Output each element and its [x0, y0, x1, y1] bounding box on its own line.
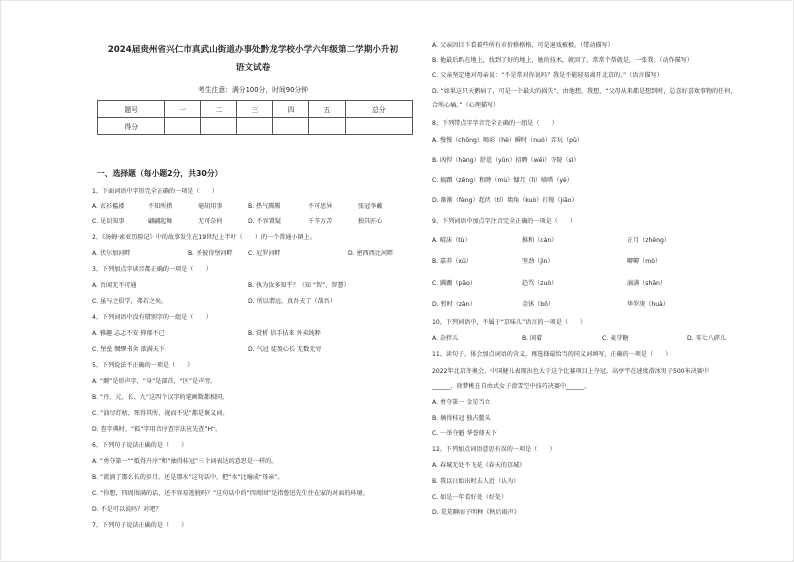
score-header-cell: 三 — [237, 101, 273, 118]
q11-option-b: B. 摘得桂冠 独占鳌头 — [432, 415, 491, 422]
score-blank-cell[interactable] — [273, 118, 309, 135]
q9-option-a: A. 晴沫（tù） — [432, 237, 471, 244]
q11-option-a: A. 勇夺第一 金星当立 — [432, 399, 491, 406]
q5-option-d: D. 查字典时，“狐”字用音序查字法应先查“H”。 — [92, 426, 222, 433]
q9-option-b-2: 坚劲（jìn） — [522, 258, 554, 265]
score-blank-cell[interactable] — [309, 118, 345, 135]
q1-option-b-2: 不可思异 — [308, 203, 333, 210]
q5-option-b: B. “丹、元、长、九”这四个汉字的笔画数都相同。 — [92, 394, 229, 401]
q6-option-c: C. “你想，四周围满的话，还不容易逃脱吗？”这句话中的“四周围”是指鲁迅先生住在家的对面的环境。 — [92, 490, 369, 497]
q6-option-a: A. “勇夺第一”“抵得升序”和“抽得桂冠”三个词表达的意思是一样的。 — [92, 458, 278, 465]
score-header-cell: 题号 — [98, 101, 165, 118]
q1-option-d-3: 独具匠心 — [358, 218, 383, 225]
q3-option-c: C. 虽与之俱学，弗若之矣。 — [92, 298, 168, 305]
score-header-cell: 一 — [165, 101, 201, 118]
q1-option-c-3: 无可奈何 — [198, 218, 223, 225]
score-row-label: 得分 — [98, 118, 165, 135]
question-10: 10、下列词语中，不属于“京味儿”语言的一项是（ ） — [432, 319, 587, 326]
q1-option-c-2: 翩翩起舞 — [148, 218, 173, 225]
q3-option-a: A. 吾闻无不可通 — [92, 282, 137, 289]
score-header-cell: 总分 — [345, 101, 413, 118]
exam-note: 考生注意：满分100分，时间90分钟 — [198, 86, 308, 94]
q12-option-c: C. 如是一年看好处（好处） — [432, 494, 508, 501]
q7-option-c: C. 父亲坚定地对母亲说：“不是常对你说吗？我是不能轻易离开北京的。”（语言描写） — [432, 72, 663, 79]
q12-option-a: A. 春城无处不飞花《春天的京城》 — [432, 462, 526, 469]
q6-option-b: B. “流淌了那么长的岁月，还是那水”这句话中，把“水”比喻成“母亲”。 — [92, 474, 284, 481]
q8-option-c: C. 搞蹭（zēng）和睦（mù）慷月（lì）嘀嗒（yè） — [432, 177, 573, 184]
q9-option-b: B. 嘉养（xū） — [432, 258, 472, 265]
q4-option-c: C. 堡垒 绸缪书舍 欲满天下 — [92, 346, 165, 353]
q7-option-b: B. 他最后趴在地上，找到了好的地上，她的技术，就回了，常常个帮就是，一张我。（动作描写） — [432, 57, 693, 64]
q10-option-c: C. 麦芽糖 — [602, 335, 629, 342]
q6-option-d: D. 不是可以说吗？对吧？ — [92, 506, 162, 513]
q9-option-a-3: 正月（zhēng） — [627, 237, 670, 244]
score-table-score-row — [98, 118, 413, 135]
question-9: 9、下列词语中加点字注音完全正确的一项是（ ） — [432, 218, 577, 225]
score-header-cell: 四 — [273, 101, 309, 118]
q9-option-d-2: 金钵（bō） — [522, 301, 554, 308]
score-blank-cell[interactable] — [237, 118, 273, 135]
q3-option-d: D. 所以谓远，真吾天了（哉吾） — [248, 298, 336, 305]
q2-option-a: A. 伏尔加河畔 — [92, 250, 131, 257]
q1-option-d: D. 不容置疑 — [248, 218, 281, 225]
question-6: 6、下列句子说法正确的是（ ） — [92, 442, 188, 449]
score-blank-cell[interactable] — [165, 118, 201, 135]
q10-option-d: D. 零七八碎儿 — [687, 335, 727, 342]
q1-option-a-3: 毫胡用事 — [198, 203, 223, 210]
score-table-header-row — [98, 101, 413, 118]
score-table — [97, 100, 413, 135]
q12-option-b: B. 我以日始出时去人近（认为） — [432, 478, 520, 485]
question-8: 8、下列带点字字音完全正确的一组是（ ） — [432, 120, 558, 127]
question-3: 3、下列加点字读音都正确的一项是（ ） — [92, 266, 212, 273]
q10-option-b: B. 闲着 — [522, 335, 543, 342]
score-blank-cell[interactable] — [201, 118, 237, 135]
section-heading: 一、选择题（每小题2分，共30分） — [97, 169, 223, 178]
question-1: 1、下面词语中字形完全正确的一项是（ ） — [92, 188, 218, 195]
score-header-cell: 五 — [309, 101, 345, 118]
q9-option-c-3: 漓满（shān） — [627, 280, 667, 287]
q1-option-b-3: 张冠李戴 — [358, 203, 383, 210]
q9-option-b-3: 噼噼（mò） — [627, 258, 662, 265]
q9-option-d: D. 暂时（zàn） — [432, 301, 476, 308]
q9-option-c: C. 蹒跚（pāo） — [432, 280, 476, 287]
q7-option-a: A. 父亲因目下看着些所有市价格格格，可是退戏被极。（带动描写） — [432, 42, 614, 49]
q4-option-b: B. 赏析 信手拈来 外卖纯粹 — [248, 330, 321, 337]
q4-option-d: D. 气冠 徒盈心长 无数无穷 — [248, 346, 322, 353]
q5-option-a: A. “颠”是形声字，“身”是部首，“区”是声旁。 — [92, 378, 217, 385]
q5-option-c: C. “油尽灯枯、死得其所、视而不见”都是褒义词。 — [92, 410, 229, 417]
score-header-cell: 二 — [201, 101, 237, 118]
q1-option-c: C. 见识知事 — [92, 218, 125, 225]
q1-option-a: A. 衣衫褴褛 — [92, 203, 125, 210]
q12-option-d: D. 荒荒聊而子明种《秋后雨声》 — [432, 509, 520, 516]
q1-option-b: B. 热气腾腾 — [248, 203, 281, 210]
q8-option-d: D. 渐渐（fèng）起伏（tí）墙角（kuò）打搅（jiǎo） — [432, 197, 578, 204]
question-5: 5、下列说法不正确的一项是（ ） — [92, 362, 194, 369]
q2-option-b: B. 圣彼得堡河畔 — [188, 250, 233, 257]
q9-option-a-2: 推和（cán） — [522, 237, 558, 244]
exam-title-line2: 语文试卷 — [235, 63, 271, 73]
exam-title-line1: 2024届贵州省兴仁市真武山街道办事处黔龙学校小学六年级第二学期小升初 — [107, 45, 399, 55]
score-blank-cell[interactable] — [345, 118, 413, 135]
q8-option-a: A. 慢慢（chōng）喝彩（hè）瞬时（nuó）弄玩（pū） — [432, 137, 583, 144]
q7-option-d: D. “如果这只天鹅病了，可是一个最大的损失”，由他想，我想，“父母从来都是想到时，总喜好喜欢事物的任何， — [432, 88, 737, 95]
q8-option-b: B. 凶悍（hàng）舒适（yūn）招聘（wēi）寺院（sì） — [432, 157, 580, 164]
q10-option-a: A. 杂拌儿 — [432, 335, 459, 342]
question-4: 4、下列词语中没有错别字的一组是（ ） — [92, 314, 212, 321]
q9-option-d-3: 华罗庚（huà） — [627, 301, 669, 308]
question-12: 12、下列加点词语意思有误的一项是（ ） — [432, 446, 556, 453]
q2-option-c: C. 尼罗河畔 — [248, 250, 281, 257]
q1-option-a-2: 不知所措 — [148, 203, 173, 210]
question-7: 7、下列句子说法正确的是（ ） — [92, 522, 188, 529]
q3-option-b: B. 执为汝多知乎？（知 “智”，智慧） — [248, 282, 350, 289]
q4-option-a: A. 雅趣 忐忑不安 抑郁不已 — [92, 330, 165, 337]
q9-option-c-2: 趋骂（zuò） — [522, 280, 558, 287]
q11-passage-line2: ______，徐梦桃在自由式女子滑雪空中技巧决赛中______。 — [432, 383, 591, 390]
q2-option-d: D. 密西西比河畔 — [348, 250, 394, 257]
q7-option-d-cont: 合所心痛。”（心理描写） — [432, 102, 500, 109]
q1-option-d-2: 千辛万苦 — [308, 218, 333, 225]
q11-option-c: C. 一举夺魁 华誉鼎天下 — [432, 430, 497, 437]
question-11: 11、读句子，体会加点词语的含义，再选择最恰当的同义词填写，正确的一项是（ ） — [432, 351, 672, 358]
q11-passage-line1: 2022年北京冬奥会，中国健儿表现出色大于这个比赛项目上夺冠，高亭宇在速度滑冰男子500米决赛中 — [432, 368, 709, 375]
question-2: 2、《汤姆·索亚历险记》中的故事发生在19世纪上半叶（ ）的一个普通小镇上。 — [92, 234, 316, 241]
